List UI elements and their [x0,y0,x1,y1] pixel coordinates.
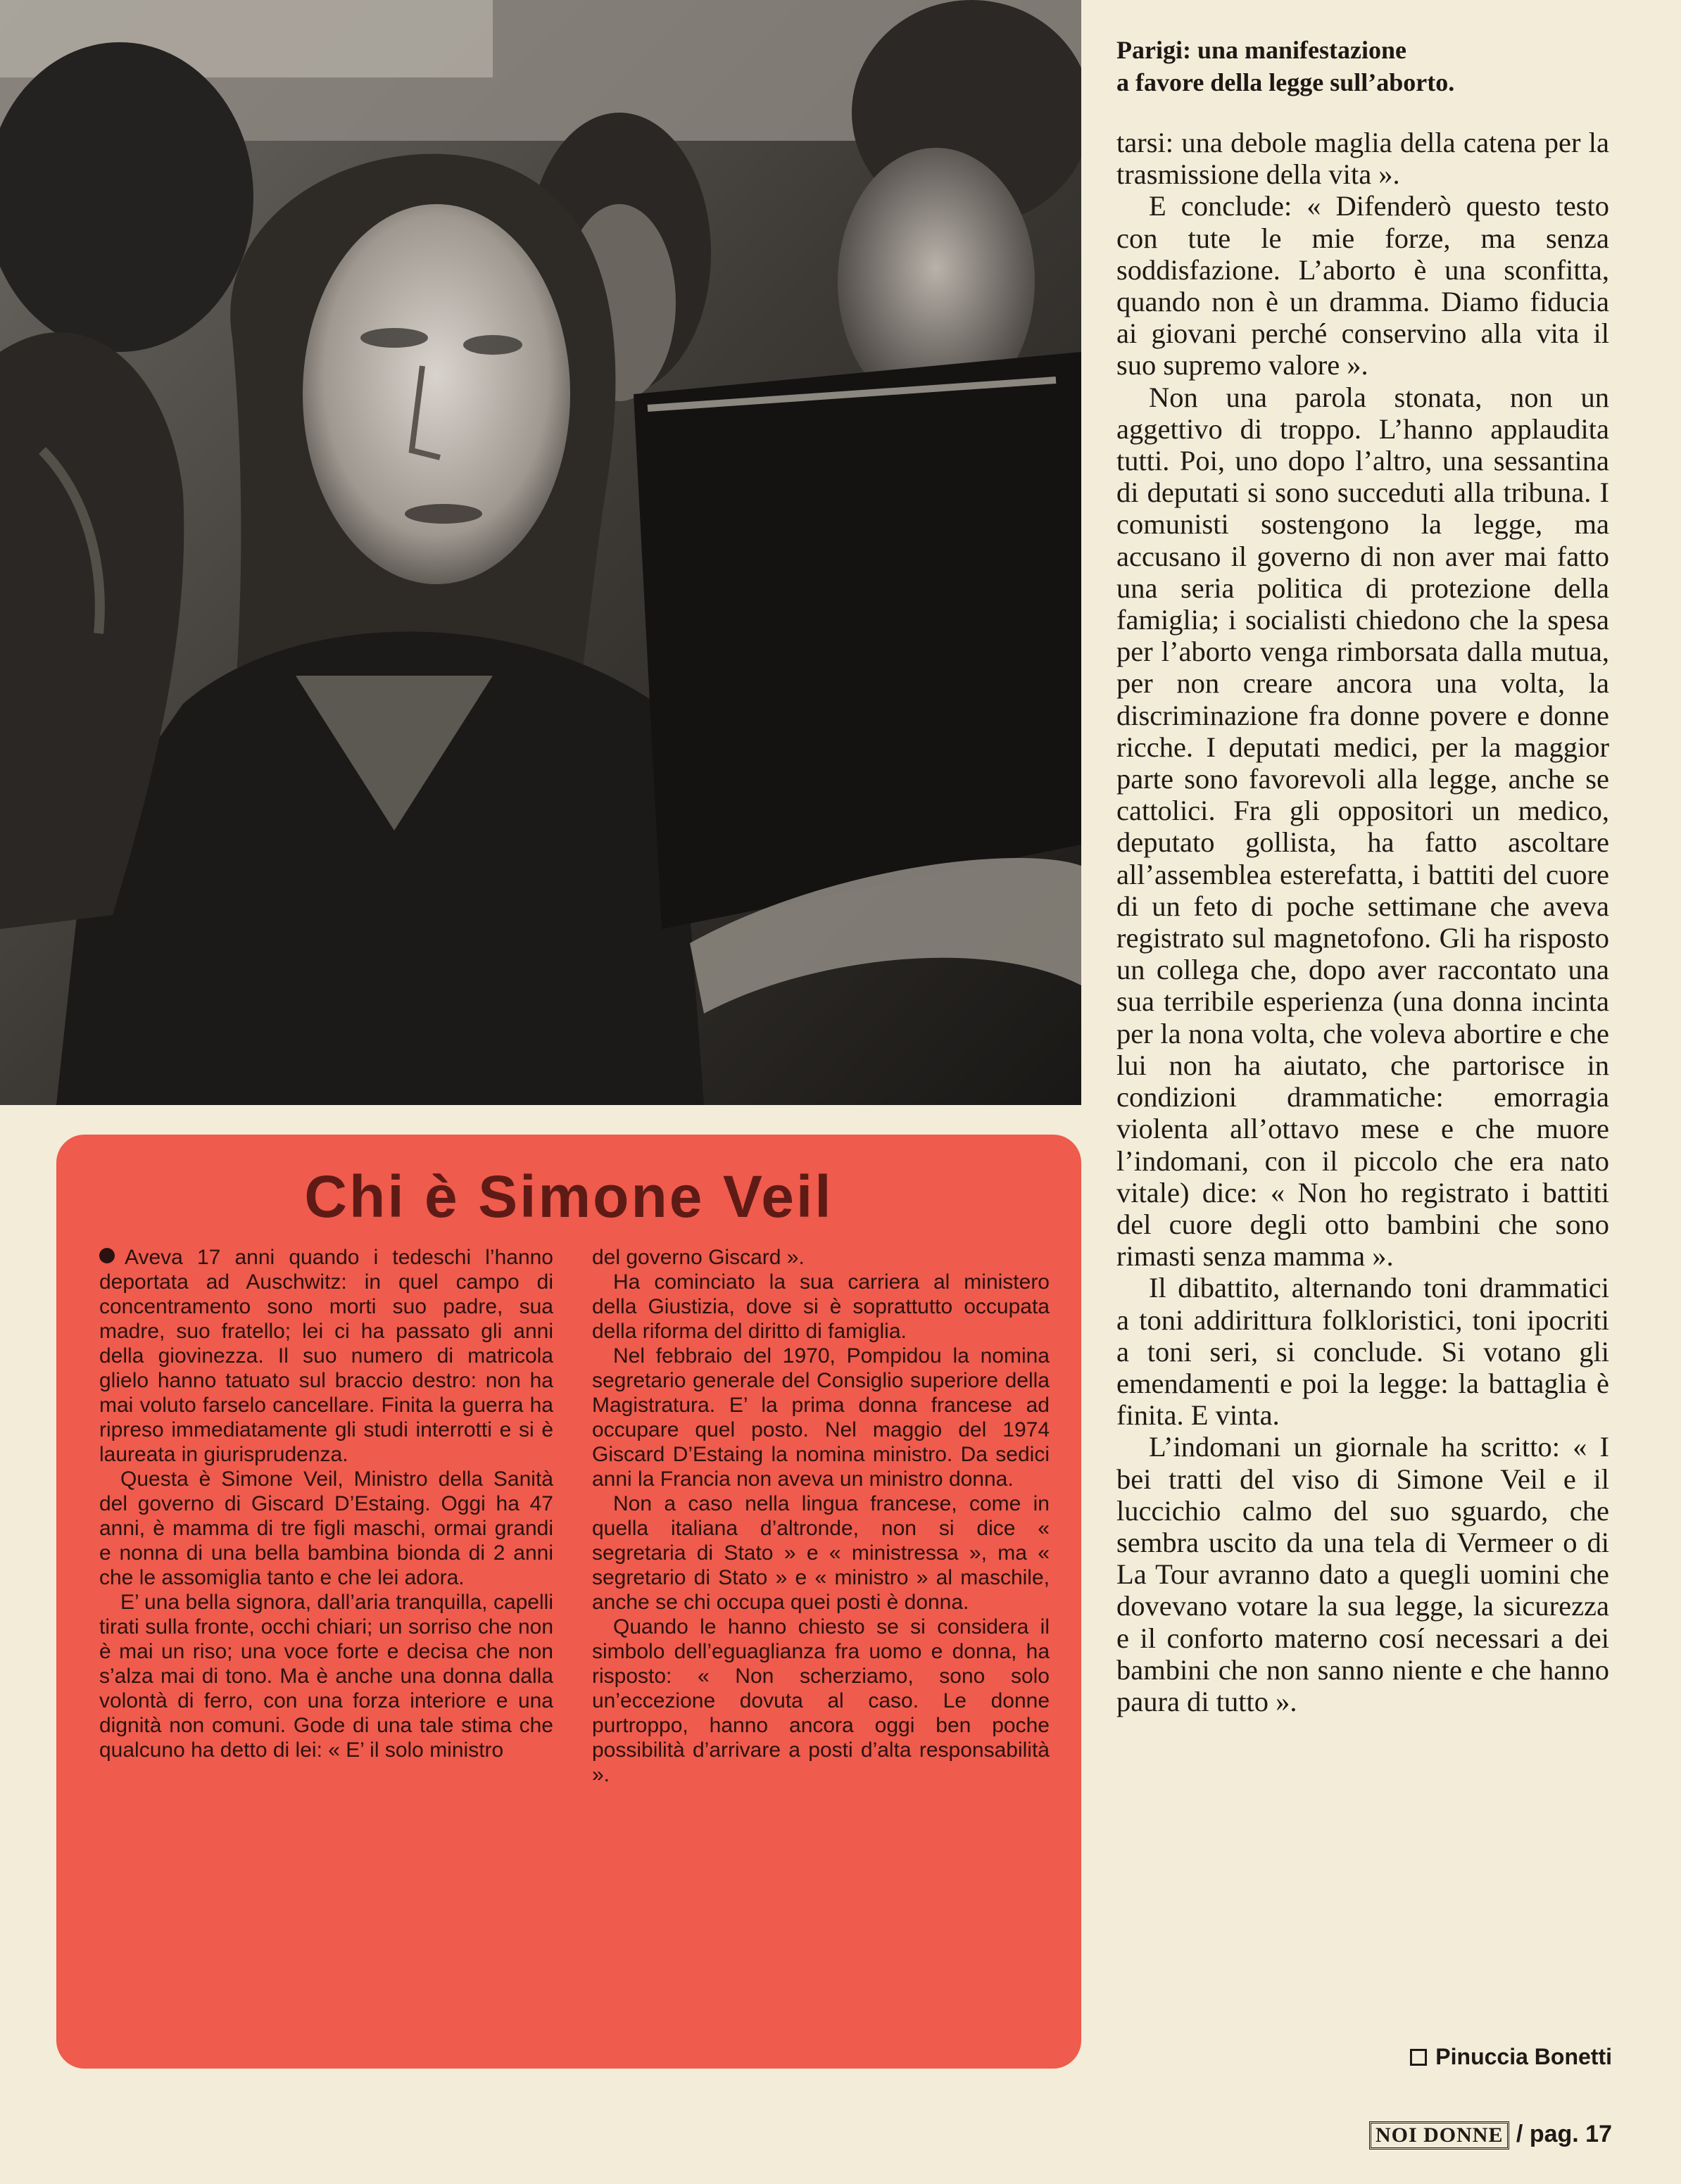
box-paragraph: del governo Giscard ». [592,1246,805,1269]
box-paragraph: Ha cominciato la sua carriera al ministero della Giustizia, dove si è soprattutto occupata della riforma del diritto di famiglia. [592,1270,1050,1343]
page-number: pag. 17 [1529,2121,1612,2147]
author-name: Pinuccia Bonetti [1435,2044,1612,2069]
box-paragraph: E’ una bella signora, dall’aria tranquilla, capelli tirati sulla fronte, occhi chiari; un sorriso che non è mai un riso; una voce forte e decisa che non s’alza mai di tono. Ma è anche una donna dalla volontà di ferro, con una forza interiore e una dignità non comuni. Gode di una tale stima che qualcuno ha detto di lei: « E’ il solo ministro [99,1591,553,1762]
box-paragraph: Non a caso nella lingua francese, come in quella italiana d’altronde, non si dice « segretaria di Stato » e « ministressa », ma « segretario di Stato » e « ministro » al maschile, anche se chi occupa quei posti è donna. [592,1492,1050,1614]
box-column-left [99,1245,553,1762]
box-paragraph-text: Aveva 17 anni quando i tedeschi l’hanno deportata ad Auschwitz: in quel campo di concentramento sono morti suo padre, sua madre, suo fratello; lei ci ha passato gli anni della giovinezza. Il suo numero di matricola glielo hanno tatuato sul braccio destro: non ha mai voluto farselo cancellare. Finita la guerra ha ripreso immediatamente gli studi interrotti e si è laureata in giurisprudenza. [99,1246,553,1466]
box-paragraph: Quando le hanno chiesto se si considera il simbolo dell’eguaglianza fra uomo e donna, ha risposto: « Non scherziamo, sono solo un’eccezione dovuta al caso. Le donne purtroppo, hanno ancora oggi ben poche possibilità d’arrivare a posti d’alta responsabilità ». [592,1615,1050,1786]
caption-line: Parigi: una manifestazione [1116,36,1406,64]
article-paragraph: tarsi: una debole maglia della catena per la trasmissione della vita ». [1116,127,1609,191]
bullet-icon [99,1248,115,1263]
square-icon [1410,2049,1427,2066]
page-footer [1369,2121,1612,2150]
box-title: Chi è Simone Veil [304,1163,833,1230]
box-paragraph: Nel febbraio del 1970, Pompidou la nomina segretario generale del Consiglio superiore della Magistratura. E’ la prima donna francese ad occupare quel posto. Nel maggio del 1974 Giscard D’Estaing la nomina ministro. Da sedici anni la Francia non aveva un ministro donna. [592,1344,1050,1491]
article-paragraph: L’indomani un giornale ha scritto: « I bei tratti del viso di Simone Veil e il luccichio calmo del suo sguardo, che sembra uscito da una tela di Vermeer o di La Tour avranno dato a quegli uomini che dovevano votare la sua legge, la sicurezza e il conforto materno cosí necessari a dei bambini che non sanno niente e che hanno paura di tutto ». [1116,1431,1609,1717]
magazine-logo: NOI DONNE [1369,2121,1510,2150]
box-paragraph [99,1245,553,1467]
footer-separator: / [1516,2121,1523,2147]
article-paragraph: E conclude: « Difenderò questo testo con tute le mie forze, ma senza soddisfazione. L’aborto è una sconfitta, quando non è un dramma. Diamo fiducia ai giovani perché conservino alla vita il suo supremo valore ». [1116,190,1609,381]
box-paragraph: Questa è Simone Veil, Ministro della Sanità del governo di Giscard D’Estaing. Oggi ha 47 anni, è mamma di tre figli maschi, ormai grandi e nonna di una bella bambina bionda di 2 anni che le assomiglia tanto e che lei adora. [99,1467,553,1589]
article-paragraph: Non una parola stonata, non un aggettivo di troppo. L’hanno applaudita tutti. Poi, uno dopo l’altro, una sessantina di deputati si sono succeduti alla tribuna. I comunisti sostengono la legge, ma accusano il governo di non aver mai fatto una seria politica di protezione della famiglia; i socialisti chiedono che la spesa per l’aborto venga rimborsata dalla mutua, per non creare ancora una volta, la discriminazione fra donne povere e donne ricche. I deputati medici, per la maggior parte sono favorevoli alla legge, anche se cattolici. Fra gli oppositori un medico, deputato gollista, ha fatto ascoltare all’assemblea esterefatta, i battiti del cuore di un feto di poche settimane che aveva registrato sul magnetofono. Gli ha risposto un collega che, dopo aver raccontato una sua terribile esperienza (una donna incinta per la nona volta, che voleva abortire e che lui non ha aiutato, che partorisce in condizioni drammatiche: emorragia violenta all’ottavo mese e che muore l’indomani, con il piccolo che era nato vitale) dice: « Non ho registrato i battiti del cuore degli otto bambini che sono rimasti senza mamma ». [1116,381,1609,1273]
article-paragraph: Il dibattito, alternando toni drammatici a toni addirittura folkloristici, toni ipocriti a toni seri, si conclude. Si votano gli emendamenti e poi la legge: la battaglia è finita. E vinta. [1116,1272,1609,1432]
box-column-right [592,1245,1050,1787]
photo-caption [1116,34,1651,99]
article-right-column [1116,127,1609,1717]
author-signature [1410,2044,1612,2070]
profile-box [56,1135,1081,2069]
demonstration-photo [0,0,1081,1105]
caption-line: a favore della legge sull’aborto. [1116,68,1455,96]
